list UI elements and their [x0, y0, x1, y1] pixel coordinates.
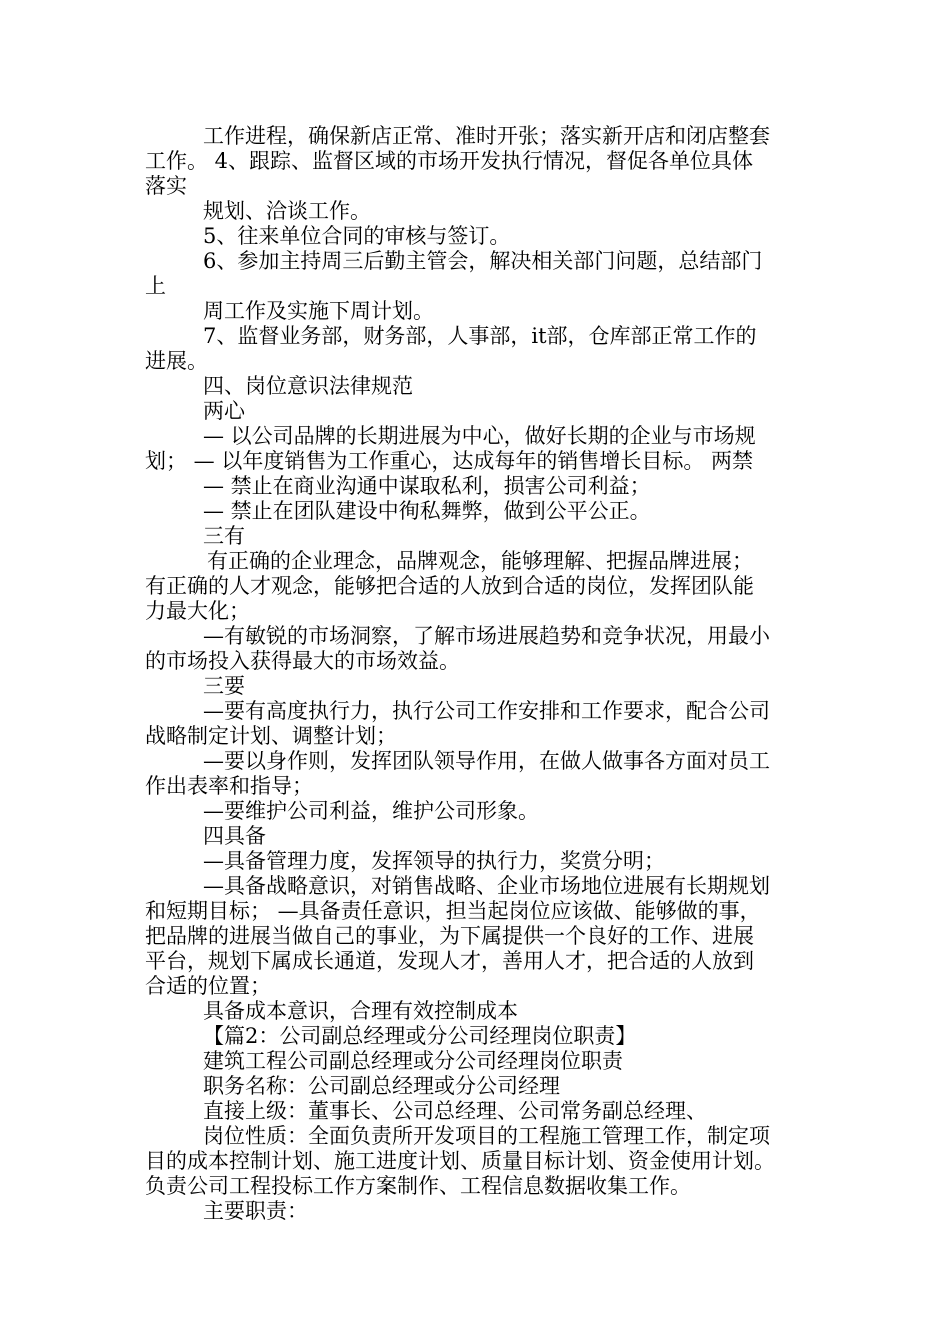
text-line: —有敏锐的市场洞察，了解市场进展趋势和竞争状况，用最小 — [203, 624, 770, 648]
text-line: 把品牌的进展当做自己的事业，为下属提供一个良好的工作、进展 — [145, 924, 754, 948]
text-line: 5、往来单位合同的审核与签订。 — [203, 224, 511, 248]
text-line: —要有高度执行力，执行公司工作安排和工作要求，配合公司 — [203, 699, 770, 723]
text-line: — 禁止在团队建设中徇私舞弊，做到公平公正。 — [203, 499, 651, 523]
article-subtitle: 建筑工程公司副总经理或分公司经理岗位职责 — [203, 1049, 623, 1073]
text-line: —要维护公司利益，维护公司形象。 — [203, 799, 539, 823]
text-line: 具备成本意识，合理有效控制成本 — [203, 999, 518, 1023]
text-line: 落实 — [145, 174, 187, 198]
text-line: 作出表率和指导； — [145, 774, 313, 798]
text-line: —具备管理力度，发挥领导的执行力，奖赏分明； — [203, 849, 665, 873]
text-line: 和短期目标； —具备责任意识，担当起岗位应该做、能够做的事， — [145, 899, 761, 923]
text-line: 目的成本控制计划、施工进度计划、质量目标计划、资金使用计划。 — [145, 1149, 775, 1173]
text-line: 有正确的企业理念，品牌观念，能够理解、把握品牌进展； — [207, 549, 753, 573]
text-line: — 以公司品牌的长期进展为中心，做好长期的企业与市场规 — [203, 424, 756, 448]
text-line: 规划、洽谈工作。 — [203, 199, 371, 223]
text-line: 的市场投入获得最大的市场效益。 — [145, 649, 460, 673]
text-line: 平台，规划下属成长通道，发现人才，善用人才，把合适的人放到 — [145, 949, 754, 973]
subheading: 三有 — [203, 524, 245, 548]
text-line: 力最大化； — [145, 599, 250, 623]
text-line: —具备战略意识，对销售战略、企业市场地位进展有长期规划 — [203, 874, 770, 898]
text-line: 直接上级：董事长、公司总经理、公司常务副总经理、 — [203, 1099, 707, 1123]
text-line: 合适的位置； — [145, 974, 271, 998]
text-line: 划； — 以年度销售为工作重心，达成每年的销售增长目标。 两禁 — [145, 449, 754, 473]
text-line: 负责公司工程投标工作方案制作、工程信息数据收集工作。 — [145, 1174, 691, 1198]
text-line: 主要职责： — [203, 1199, 308, 1223]
text-line: 岗位性质：全面负责所开发项目的工程施工管理工作，制定项 — [203, 1124, 770, 1148]
text-line: 7、监督业务部，财务部，人事部，it部，仓库部正常工作的 — [203, 324, 757, 348]
text-line: 工作。 4、跟踪、监督区域的市场开发执行情况，督促各单位具体 — [145, 149, 754, 173]
section-heading: 四、岗位意识法律规范 — [203, 374, 413, 398]
text-line: 进展。 — [145, 349, 208, 373]
text-line: 上 — [145, 274, 166, 298]
subheading: 四具备 — [203, 824, 266, 848]
text-line: 6、参加主持周三后勤主管会，解决相关部门问题，总结部门 — [203, 249, 763, 273]
article-title: 【篇2：公司副总经理或分公司经理岗位职责】 — [203, 1024, 637, 1048]
text-line: 战略制定计划、调整计划； — [145, 724, 397, 748]
text-line: 周工作及实施下周计划。 — [203, 299, 434, 323]
text-line: 工作进程，确保新店正常、准时开张；落实新开店和闭店整套 — [203, 124, 770, 148]
text-line: —要以身作则，发挥团队领导作用，在做人做事各方面对员工 — [203, 749, 770, 773]
text-line: 有正确的人才观念，能够把合适的人放到合适的岗位，发挥团队能 — [145, 574, 754, 598]
subheading: 两心 — [203, 399, 245, 423]
subheading: 三要 — [203, 674, 245, 698]
text-line: — 禁止在商业沟通中谋取私利，损害公司利益； — [203, 474, 651, 498]
text-line: 职务名称：公司副总经理或分公司经理 — [203, 1074, 560, 1098]
